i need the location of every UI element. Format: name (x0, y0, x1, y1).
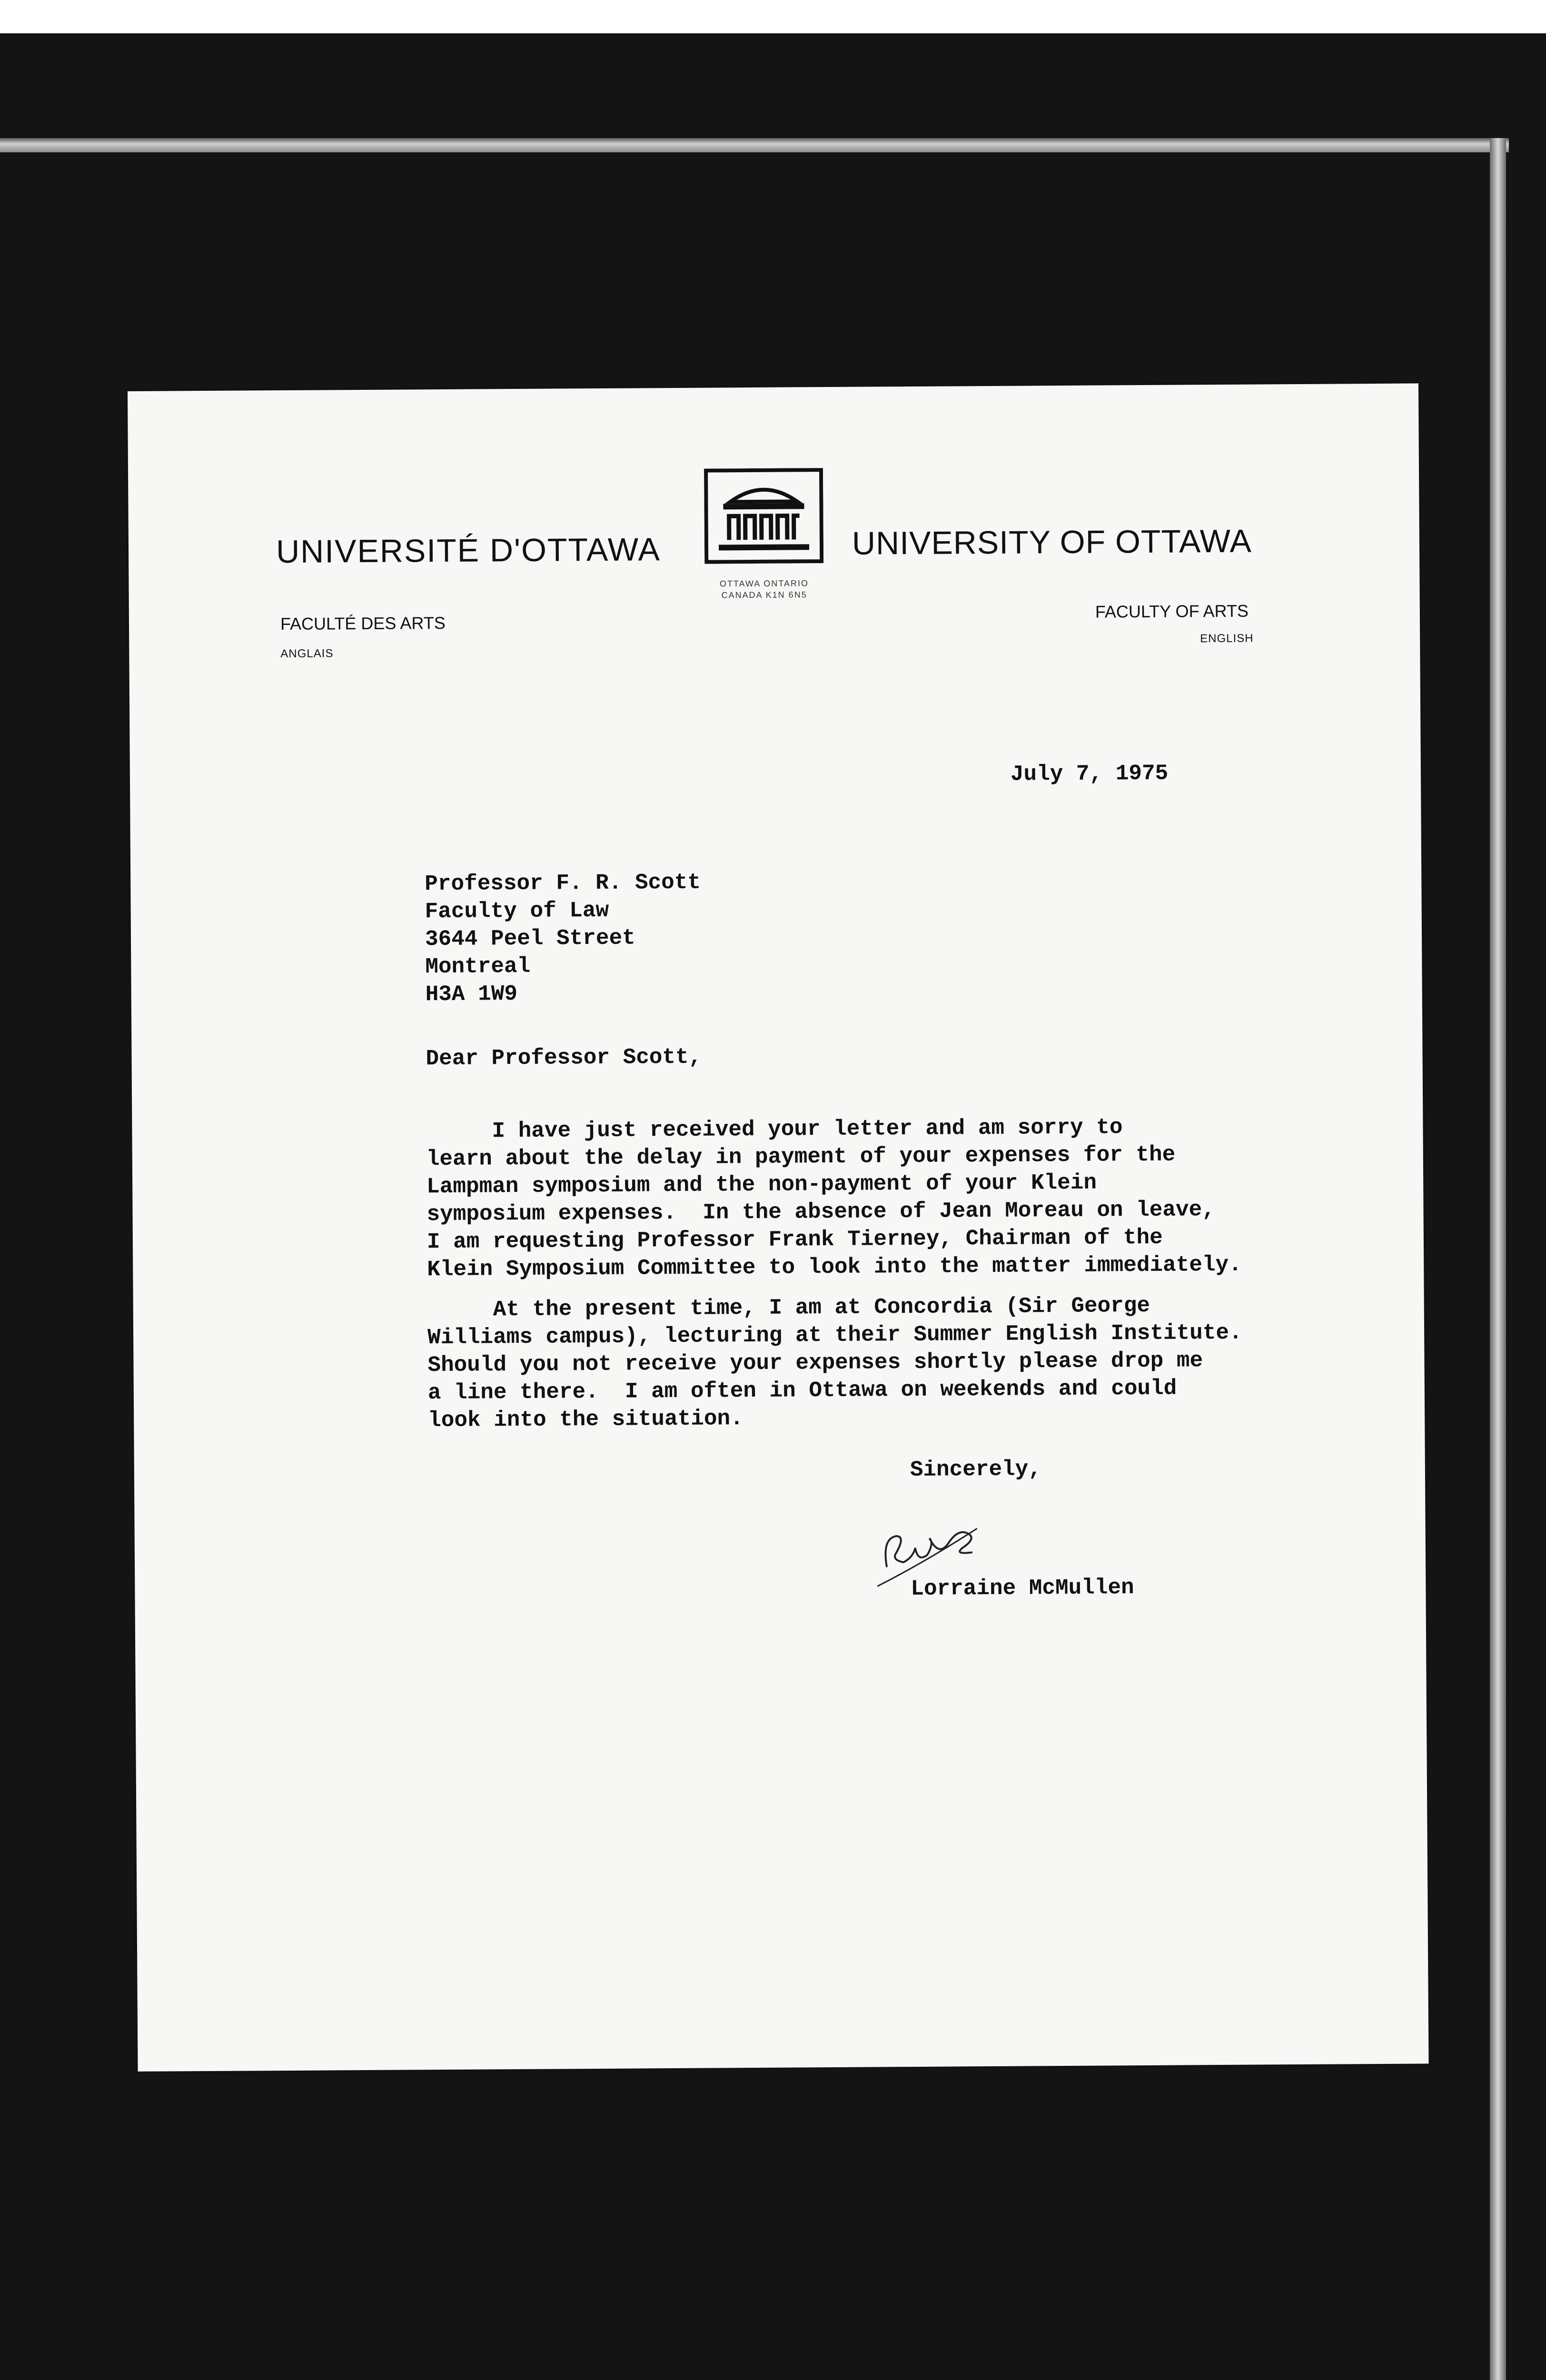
body-line: I have just received your letter and am sorry to (426, 1115, 1123, 1144)
body-line: look into the situation. (428, 1406, 743, 1433)
film-edge-top (0, 138, 1509, 152)
body-line: Should you not receive your expenses shortly please drop me (427, 1348, 1203, 1378)
letter-date: July 7, 1975 (1010, 761, 1169, 787)
recipient-line: H3A 1W9 (425, 982, 518, 1007)
department-french: ANGLAIS (280, 647, 334, 661)
salutation: Dear Professor Scott, (426, 1044, 702, 1071)
faculty-french: FACULTÉ DES ARTS (280, 613, 446, 634)
recipient-line: 3644 Peel Street (425, 925, 635, 952)
body-line: a line there. I am often in Ottawa on weekends and could (427, 1376, 1177, 1406)
address-line-2: CANADA K1N 6N5 (721, 590, 807, 600)
university-logo-icon (704, 468, 823, 564)
body-line: Lampman symposium and the non-payment of your Klein (426, 1170, 1097, 1200)
body-line: learn about the delay in payment of your expenses for the (426, 1142, 1176, 1172)
closing: Sincerely, (910, 1457, 1042, 1482)
recipient-line: Faculty of Law (425, 898, 609, 924)
body-line: Williams campus), lecturing at their Summer English Institute. (427, 1320, 1242, 1350)
film-edge-right (1490, 138, 1506, 2380)
faculty-english: FACULTY OF ARTS (1095, 601, 1249, 622)
body-line: Klein Symposium Committee to look into the matter immediately. (427, 1252, 1242, 1282)
letterhead-name-french: UNIVERSITÉ D'OTTAWA (276, 531, 661, 570)
recipient-address (425, 869, 701, 1009)
body-line: symposium expenses. In the absence of Jean Moreau on leave, (426, 1197, 1215, 1227)
recipient-line: Montreal (425, 953, 531, 980)
body-paragraph-1 (426, 1113, 1242, 1283)
signer-name: Lorraine McMullen (911, 1575, 1134, 1601)
address-line-1: OTTAWA ONTARIO (719, 578, 809, 589)
body-paragraph-2 (427, 1291, 1243, 1434)
recipient-line: Professor F. R. Scott (425, 870, 701, 897)
body-line: At the present time, I am at Concordia (Sir George (427, 1293, 1150, 1323)
letterhead-name-english: UNIVERSITY OF OTTAWA (852, 523, 1252, 562)
department-english: ENGLISH (1200, 632, 1254, 645)
body-line: I am requesting Professor Frank Tierney, Chairman of the (426, 1225, 1163, 1255)
letter-page (128, 383, 1429, 2072)
letterhead-address (700, 577, 828, 601)
